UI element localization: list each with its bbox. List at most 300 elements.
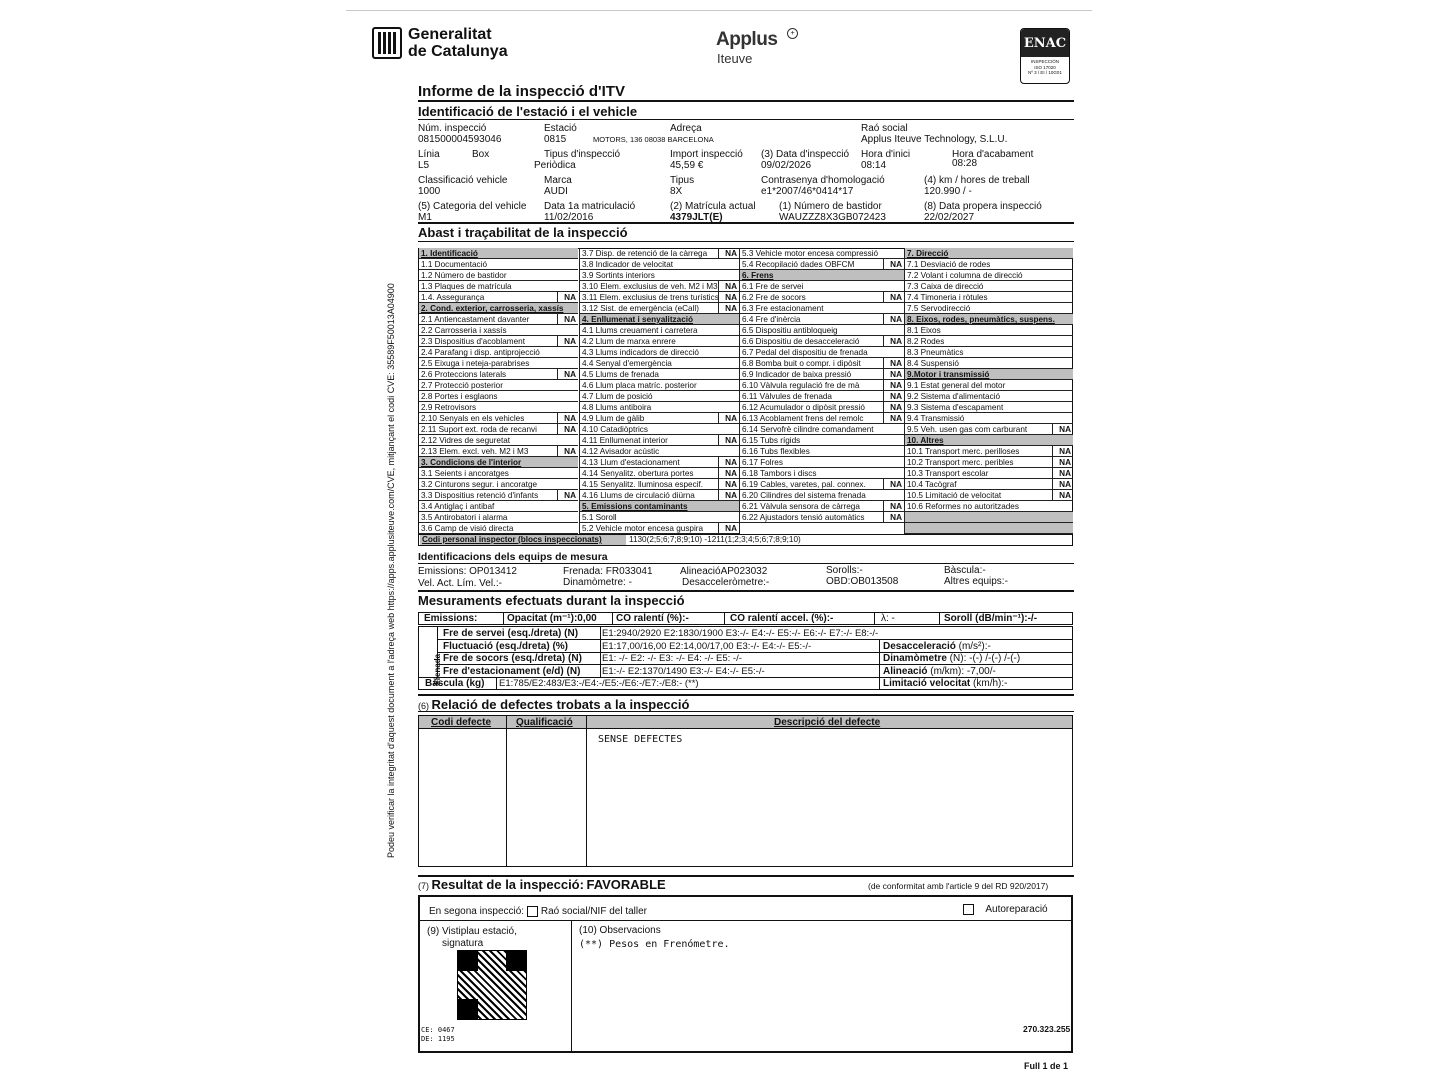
mesur-opacitat: [507, 613, 597, 624]
abast-item: [580, 281, 739, 292]
adreca-value: MOTORS, 136 08038 BARCELONA: [593, 135, 714, 144]
abast-section-header: [580, 314, 739, 325]
na-flag: NA: [564, 370, 576, 379]
abast-item-label: 6.7 Pedal del dispositiu de frenada: [742, 348, 868, 357]
na-flag: NA: [564, 337, 576, 346]
na-separator: [883, 402, 884, 412]
abast-item: [905, 325, 1073, 336]
na-separator: [718, 468, 719, 478]
abast-item: [740, 479, 904, 490]
na-separator: [1052, 457, 1053, 467]
bascula-label: Bàscula (kg): [425, 678, 485, 689]
abast-item-label: 6.18 Tambors i discs: [742, 469, 817, 478]
abast-item-label: 2.12 Vidres de seguretat: [421, 436, 511, 445]
abast-col-4: [904, 248, 1073, 545]
equips-emissions: Emissions: OP013412: [418, 566, 517, 577]
na-separator: [557, 292, 558, 302]
abast-item-label: 8.1 Eixos: [907, 326, 941, 335]
equips-desacc: Desacceleròmetre:-: [682, 577, 770, 588]
na-flag: NA: [564, 315, 576, 324]
na-flag: NA: [725, 282, 737, 291]
box-label: Box: [472, 149, 490, 160]
rao-label: Raó social: [861, 123, 908, 134]
abast-item-label: 4.10 Catadiòptrics: [582, 425, 648, 434]
abast-item-label: 6.17 Folres: [742, 458, 783, 467]
equips-sorolls: Sorolls:-: [826, 565, 863, 576]
abast-item-label: 10.2 Transport merc. peribles: [907, 458, 1014, 467]
ident-section-rule: [418, 119, 1074, 120]
tipus-value: 8X: [670, 186, 683, 197]
abast-item-label: 4.9 Llum de gàlib: [582, 414, 645, 423]
abast-item: [419, 292, 578, 303]
abast-item: [580, 358, 739, 369]
autoreparacio-label: Autoreparació: [985, 904, 1048, 916]
linia-label: Línia: [418, 149, 440, 160]
na-separator: [718, 435, 719, 445]
na-separator: [883, 358, 884, 368]
na-separator: [883, 501, 884, 511]
na-flag: NA: [890, 480, 902, 489]
abast-item: [580, 347, 739, 358]
abast-item-label: 3.7 Disp. de retenció de la càrrega: [582, 249, 708, 258]
na-separator: [1052, 446, 1053, 456]
abast-item: [419, 413, 578, 424]
abast-item: [905, 358, 1073, 369]
abast-item-label: 6.2 Fre de socors: [742, 293, 806, 302]
abast-item: [740, 325, 904, 336]
abast-item: [580, 512, 739, 523]
abast-item-label: 6.3 Fre estacionament: [742, 304, 824, 313]
abast-item: [905, 380, 1073, 391]
na-flag: NA: [890, 403, 902, 412]
na-flag: NA: [725, 458, 737, 467]
col-qualificacio: Qualificació: [516, 717, 573, 728]
abast-item: [419, 512, 578, 523]
equips-dinamometre: Dinamòmetre: -: [563, 577, 632, 588]
abast-item-label: 6.21 Vàlvula sensora de càrrega: [742, 502, 860, 511]
abast-item-label: 2.7 Protecció posterior: [421, 381, 503, 390]
abast-item-label: 9.4 Transmissió: [907, 414, 965, 423]
abast-item: [905, 446, 1073, 457]
abast-item-label: 1.1 Documentació: [421, 260, 487, 269]
abast-section-header: [419, 457, 578, 468]
marca-value: AUDI: [544, 186, 568, 197]
abast-item: [580, 413, 739, 424]
abast-item: [419, 314, 578, 325]
abast-item: [580, 446, 739, 457]
abast-item-label: 2.5 Eixuga i neteja-parabrises: [421, 359, 530, 368]
na-separator: [883, 292, 884, 302]
linia-value: L5: [418, 160, 430, 171]
abast-item-label: 4.3 Llums indicadors de direcció: [582, 348, 699, 357]
abast-item-label: 3.9 Sortints interiors: [582, 271, 655, 280]
na-separator: [883, 512, 884, 522]
resultat-line: [418, 877, 666, 892]
abast-item-label: 4. Enllumenat i senyalització: [582, 315, 694, 324]
abast-item: [740, 347, 904, 358]
generalitat-line2: de Catalunya: [408, 43, 508, 60]
abast-item: [419, 270, 578, 281]
frenada-row-label: Fluctuació (esq./dreta) (%): [443, 640, 569, 652]
abast-col-2: [579, 248, 739, 545]
abast-item: [419, 281, 578, 292]
frenada-right-cell: [883, 653, 1020, 664]
abast-item: [740, 314, 904, 325]
abast-item-label: 2.13 Elem. excl. veh. M2 i M3: [421, 447, 529, 456]
abast-item-label: 4.7 Llum de posició: [582, 392, 653, 401]
enac-small-3: Nº 3 / EI / 10G01: [1028, 70, 1062, 75]
abast-item-label: 3.8 Indicador de velocitat: [582, 260, 674, 269]
abast-item: [580, 325, 739, 336]
abast-item-label: 4.1 Llums creuament i carretera: [582, 326, 698, 335]
na-flag: NA: [890, 293, 902, 302]
abast-item-label: 3.3 Dispositius retenció d'infants: [421, 491, 539, 500]
frenada-row-sep: [600, 665, 601, 677]
cat-value: M1: [418, 212, 432, 223]
na-separator: [718, 413, 719, 423]
na-separator: [883, 314, 884, 324]
abast-item-label: 7.2 Volant i columna de direcció: [907, 271, 1023, 280]
equips-alineacio: AlineacióAP023032: [680, 566, 768, 577]
abast-item-label: 1. Identificació: [421, 249, 478, 258]
na-separator: [718, 490, 719, 500]
qr-code-icon: [458, 951, 526, 1019]
defectes-entry: SENSE DEFECTES: [598, 734, 683, 745]
na-flag: NA: [564, 447, 576, 456]
hora-inici-value: 08:14: [861, 160, 887, 171]
abast-item: [740, 292, 904, 303]
marca-label: Marca: [544, 175, 572, 186]
abast-item: [905, 402, 1073, 413]
defectes-rule-top: [418, 694, 1074, 696]
abast-item: [740, 380, 904, 391]
abast-item: [580, 391, 739, 402]
abast-section-header: [905, 248, 1073, 259]
na-flag: NA: [564, 414, 576, 423]
frenada-row-label: Fre de servei (esq./dreta) (N): [443, 628, 579, 639]
na-separator: [718, 457, 719, 467]
resultat-label: Resultat de la inspecció:: [431, 877, 584, 892]
abast-item-label: 4.15 Senyalitz. lluminosa especif.: [582, 480, 704, 489]
abast-item: [905, 424, 1073, 435]
frenada-right-value: (N): -(-) /-(-) /-(-): [946, 653, 1021, 664]
abast-item-label: 9.1 Estat general del motor: [907, 381, 1006, 390]
frenada-right-cell: [883, 641, 991, 652]
abast-item: [580, 479, 739, 490]
abast-item-label: 10.5 Limitació de velocitat: [907, 491, 1002, 500]
abast-item-label: 2.10 Senyals en els vehicles: [421, 414, 525, 423]
abast-item-label: 3.10 Elem. exclusius de veh. M2 i M3: [582, 282, 718, 291]
abast-item: [580, 292, 739, 303]
abast-section-header: [905, 435, 1073, 446]
estacio-label: Estació: [544, 123, 577, 134]
na-separator: [718, 248, 719, 258]
abast-item-label: 3.11 Elem. exclusius de trens turístics: [582, 293, 719, 302]
abast-item: [419, 391, 578, 402]
mesur-frenada-block: [418, 626, 1073, 690]
abast-item: [580, 248, 739, 259]
abast-item-label: 3.12 Sist. de emergència (eCall): [582, 304, 699, 313]
abast-item: [740, 413, 904, 424]
abast-section-title: Abast i traçabilitat de la inspecció: [418, 225, 628, 240]
limitacio-value: (km/h):-: [970, 678, 1008, 689]
abast-item: [905, 336, 1073, 347]
defectes-num: (6): [418, 701, 429, 711]
segona-inspeccio: [429, 906, 647, 917]
abast-item-label: 5.1 Soroll: [582, 513, 617, 522]
na-separator: [557, 413, 558, 423]
matricula-label: (2) Matrícula actual: [670, 201, 756, 212]
applus-registered-icon: +: [787, 28, 798, 39]
abast-item-label: 1.2 Número de bastidor: [421, 271, 507, 280]
abast-item-label: 3.6 Camp de visió directa: [421, 524, 514, 533]
resultat-value: FAVORABLE: [586, 877, 666, 892]
frenada-row-value: E1:2940/2920 E2:1830/1900 E3:-/- E4:-/- E5:-/- E6:-/- E7:-/- E8:-/-: [602, 628, 879, 639]
abast-section-header: [419, 248, 578, 259]
na-separator: [718, 303, 719, 313]
na-flag: NA: [890, 315, 902, 324]
enac-small-2: ISO 17020: [1034, 64, 1056, 70]
abast-item-label: 4.4 Senyal d'emergència: [582, 359, 672, 368]
abast-item: [905, 292, 1073, 303]
opacitat-text: Opacitat (m⁻¹):0,00: [507, 613, 597, 624]
abast-item-label: 8.3 Pneumàtics: [907, 348, 964, 357]
abast-item: [580, 336, 739, 347]
na-flag: NA: [1059, 480, 1071, 489]
abast-item: [419, 358, 578, 369]
homol-label: Contrasenya d'homologació: [761, 175, 885, 186]
adreca-label: Adreça: [670, 123, 702, 134]
na-flag: NA: [890, 370, 902, 379]
tipus-insp-value: Periòdica: [534, 160, 576, 171]
mesur-lambda: λ: -: [881, 613, 895, 624]
abast-item-label: 6.15 Tubs rígids: [742, 436, 801, 445]
frenada-row-value: E1: -/- E2: -/- E3: -/- E4: -/- E5: -/-: [602, 653, 742, 664]
abast-item-label: 10.4 Tacògraf: [907, 480, 957, 489]
title-rule: [418, 100, 1074, 102]
de-code: DE: 1195: [421, 1035, 455, 1043]
abast-item: [419, 369, 578, 380]
abast-item: [905, 490, 1073, 501]
na-separator: [557, 314, 558, 324]
abast-item: [580, 523, 739, 534]
abast-item-label: 9.3 Sistema d'escapament: [907, 403, 1004, 412]
matricula-value: 4379JLT(E): [670, 212, 723, 223]
na-flag: NA: [725, 491, 737, 500]
abast-item: [740, 259, 904, 270]
na-separator: [883, 391, 884, 401]
abast-item: [740, 512, 904, 523]
abast-item-label: 9.Motor i transmissió: [907, 370, 990, 379]
abast-item-label: 6.11 Vàlvules de frenada: [742, 392, 832, 401]
propera-label: (8) Data propera inspecció: [924, 201, 1042, 212]
abast-item-label: 7.1 Desviació de rodes: [907, 260, 991, 269]
km-label: (4) km / hores de treball: [924, 175, 1030, 186]
na-separator: [883, 413, 884, 423]
na-flag: NA: [890, 337, 902, 346]
abast-item-label: 8.4 Suspensió: [907, 359, 959, 368]
na-flag: NA: [564, 491, 576, 500]
abast-item: [905, 391, 1073, 402]
abast-item-label: 6.4 Fre d'inèrcia: [742, 315, 801, 324]
na-flag: NA: [725, 304, 737, 313]
bascula-value: E1:785/E2:483/E3:-/E4:-/E5:-/E6:-/E7:-/E8:- (**): [499, 678, 699, 689]
abast-item-label: 6.16 Tubs flexibles: [742, 447, 810, 456]
na-flag: NA: [890, 381, 902, 390]
abast-item-label: 10. Altres: [907, 436, 944, 445]
abast-item-label: 7.5 Servodirecció: [907, 304, 971, 313]
abast-section-header: [419, 303, 578, 314]
abast-item: [740, 402, 904, 413]
abast-item-label: 4.5 Llums de frenada: [582, 370, 659, 379]
segona-label: En segona inspecció:: [429, 906, 525, 918]
na-separator: [557, 369, 558, 379]
observ-text: (**) Pesos en Frenómetre.: [579, 939, 730, 950]
na-separator: [1052, 490, 1053, 500]
abast-item: [740, 468, 904, 479]
page-title: Informe de la inspecció d'ITV: [418, 83, 625, 100]
page-top-rule: [346, 10, 1092, 11]
verification-side-text: Podeu verificar la integritat d'aquest document a l'adreça web https://apps.applusiteuve.com/CVE, mitjançant el codi CVE: 35589F50013A04900: [386, 283, 396, 858]
abast-item-label: 10.1 Transport merc. perilloses: [907, 447, 1020, 456]
abast-item-label: 4.14 Senyalitz. obertura portes: [582, 469, 694, 478]
abast-item-label: 5. Emissions contaminants: [582, 502, 688, 511]
abast-item-label: 10.3 Transport escolar: [907, 469, 989, 478]
autoreparacio-checkbox[interactable]: [963, 904, 974, 915]
import-label: Import inspecció: [670, 149, 743, 160]
abast-item: [580, 490, 739, 501]
abast-item-label: 2.4 Parafang i disp. antiprojecció: [421, 348, 540, 357]
abast-item-label: 2. Cond. exterior, carrosseria, xassís: [421, 304, 564, 313]
abast-item: [905, 413, 1073, 424]
class-label: Classificació vehicle: [418, 175, 508, 186]
abast-item-label: 4.16 Llums de circulació diürna: [582, 491, 695, 500]
na-flag: NA: [725, 249, 737, 258]
abast-item: [419, 435, 578, 446]
bastidor-value: WAUZZZ8X3GB072423: [779, 212, 886, 223]
defectes-title: Relació de defectes trobats a la inspecció: [431, 697, 690, 712]
na-flag: NA: [890, 260, 902, 269]
abast-item-label: 9.5 Veh. usen gas com carburant: [907, 425, 1028, 434]
frenada-right-label: Desacceleració: [883, 640, 956, 652]
class-value: 1000: [418, 186, 441, 197]
codi-inspector-label: Codi personal inspector (blocs inspeccionats): [420, 535, 626, 545]
equips-section-title: Identificacions dels equips de mesura: [418, 551, 608, 563]
abast-item: [580, 380, 739, 391]
rao-nif-checkbox[interactable]: [527, 906, 538, 917]
abast-item: [580, 303, 739, 314]
abast-item-label: 4.8 Llums antiboira: [582, 403, 652, 412]
na-separator: [1052, 424, 1053, 434]
num-label: Núm. inspecció: [418, 123, 487, 134]
abast-item: [905, 501, 1073, 512]
abast-item: [419, 424, 578, 435]
frenada-vertical-label: Frenada: [433, 653, 442, 685]
abast-item-label: 7. Direcció: [907, 249, 949, 258]
equips-bascula: Bàscula:-: [944, 565, 986, 576]
na-flag: NA: [890, 359, 902, 368]
enac-logo: [1020, 28, 1070, 84]
abast-item-label: 6.22 Ajustadors tensió automàtics: [742, 513, 865, 522]
abast-item-label: 5.4 Recopilació dades OBFCM: [742, 260, 855, 269]
abast-item-label: 10.6 Reformes no autoritzades: [907, 502, 1019, 511]
abast-item-label: 4.12 Avisador acústic: [582, 447, 660, 456]
defectes-section-title: [418, 697, 689, 712]
abast-item-label: 2.3 Dispositius d'acoblament: [421, 337, 525, 346]
codi-inspector-value: 1130(2;5;6;7;8;9;10) -1211(1;2;3;4;5;6;7;8;9;10): [629, 535, 801, 544]
abast-item: [905, 347, 1073, 358]
hora-inici-label: Hora d'inici: [861, 149, 911, 160]
codi-inspector-row: [418, 534, 1073, 546]
abast-rule-top: [418, 222, 1074, 224]
abast-item-label: 3. Condicions de l'interior: [421, 458, 522, 467]
abast-item-label: 3.5 Antirobatori i alarma: [421, 513, 508, 522]
abast-col-3: [739, 248, 904, 545]
abast-item: [580, 369, 739, 380]
resultat-note: (de conformitat amb l'article 9 del RD 920/2017): [868, 881, 1049, 891]
abast-item: [740, 248, 904, 259]
frenada-row-sep: [879, 652, 880, 664]
abast-item: [580, 424, 739, 435]
abast-item: [419, 523, 578, 534]
na-separator: [718, 523, 719, 533]
abast-item: [580, 402, 739, 413]
frenada-row-label: Fre d'estacionament (e/d) (N): [443, 665, 581, 677]
cat-label: (5) Categoria del vehicle: [418, 201, 527, 212]
abast-item-label: 6.14 Servofrè cilindre comandament: [742, 425, 874, 434]
na-separator: [883, 380, 884, 390]
abast-item-label: 2.2 Carrosseria i xassís: [421, 326, 507, 335]
na-separator: [883, 336, 884, 346]
abast-item: [740, 369, 904, 380]
num-value: 081500004593046: [418, 134, 502, 145]
abast-item: [905, 270, 1073, 281]
abast-item-label: 3.4 Antiglaç i antibaf: [421, 502, 495, 511]
frenada-row: [438, 627, 1072, 640]
abast-item-label: 1.3 Plaques de matrícula: [421, 282, 512, 291]
na-flag: NA: [890, 392, 902, 401]
abast-rule: [418, 241, 1074, 242]
mesur-co-ralenti: CO ralentí (%):-: [616, 613, 689, 624]
abast-item-label: 2.9 Retrovisors: [421, 403, 477, 412]
abast-item-label: 6.20 Cilindres del sistema frenada: [742, 491, 866, 500]
na-separator: [1052, 468, 1053, 478]
abast-section-header: [905, 369, 1073, 380]
na-flag: NA: [725, 436, 737, 445]
frenada-row-value: E1:-/- E2:1370/1490 E3:-/- E4:-/- E5:-/-: [602, 665, 765, 677]
abast-item-label: 6.13 Acoblament frens del remolc: [742, 414, 864, 423]
abast-item-label: 9.2 Sistema d'alimentació: [907, 392, 1001, 401]
limitacio-label: Limitació velocitat: [883, 678, 971, 689]
mat1-label: Data 1a matriculació: [544, 201, 636, 212]
tipus-insp-label: Tipus d'inspecció: [544, 149, 621, 160]
generalitat-emblem-icon: [372, 27, 402, 59]
abast-item: [740, 358, 904, 369]
frenada-row: [438, 665, 1072, 677]
tipus-label: Tipus: [670, 175, 695, 186]
abast-item-label: 6.19 Cables, varetes, pal. connex.: [742, 480, 866, 489]
abast-item: [580, 435, 739, 446]
col-codi-defecte: Codi defecte: [431, 717, 492, 728]
frenada-right-value: (m/s²):-: [955, 640, 991, 652]
abast-item: [905, 259, 1073, 270]
frenada-row-label: Fre de socors (esq./dreta) (N): [443, 653, 582, 664]
abast-item: [740, 435, 904, 446]
abast-item-label: 3.2 Cinturons segur. i ancoratge: [421, 480, 538, 489]
na-flag: NA: [890, 414, 902, 423]
mat1-value: 11/02/2016: [544, 212, 594, 223]
frenada-right-value: (m/km): -7,00/-: [927, 665, 996, 677]
